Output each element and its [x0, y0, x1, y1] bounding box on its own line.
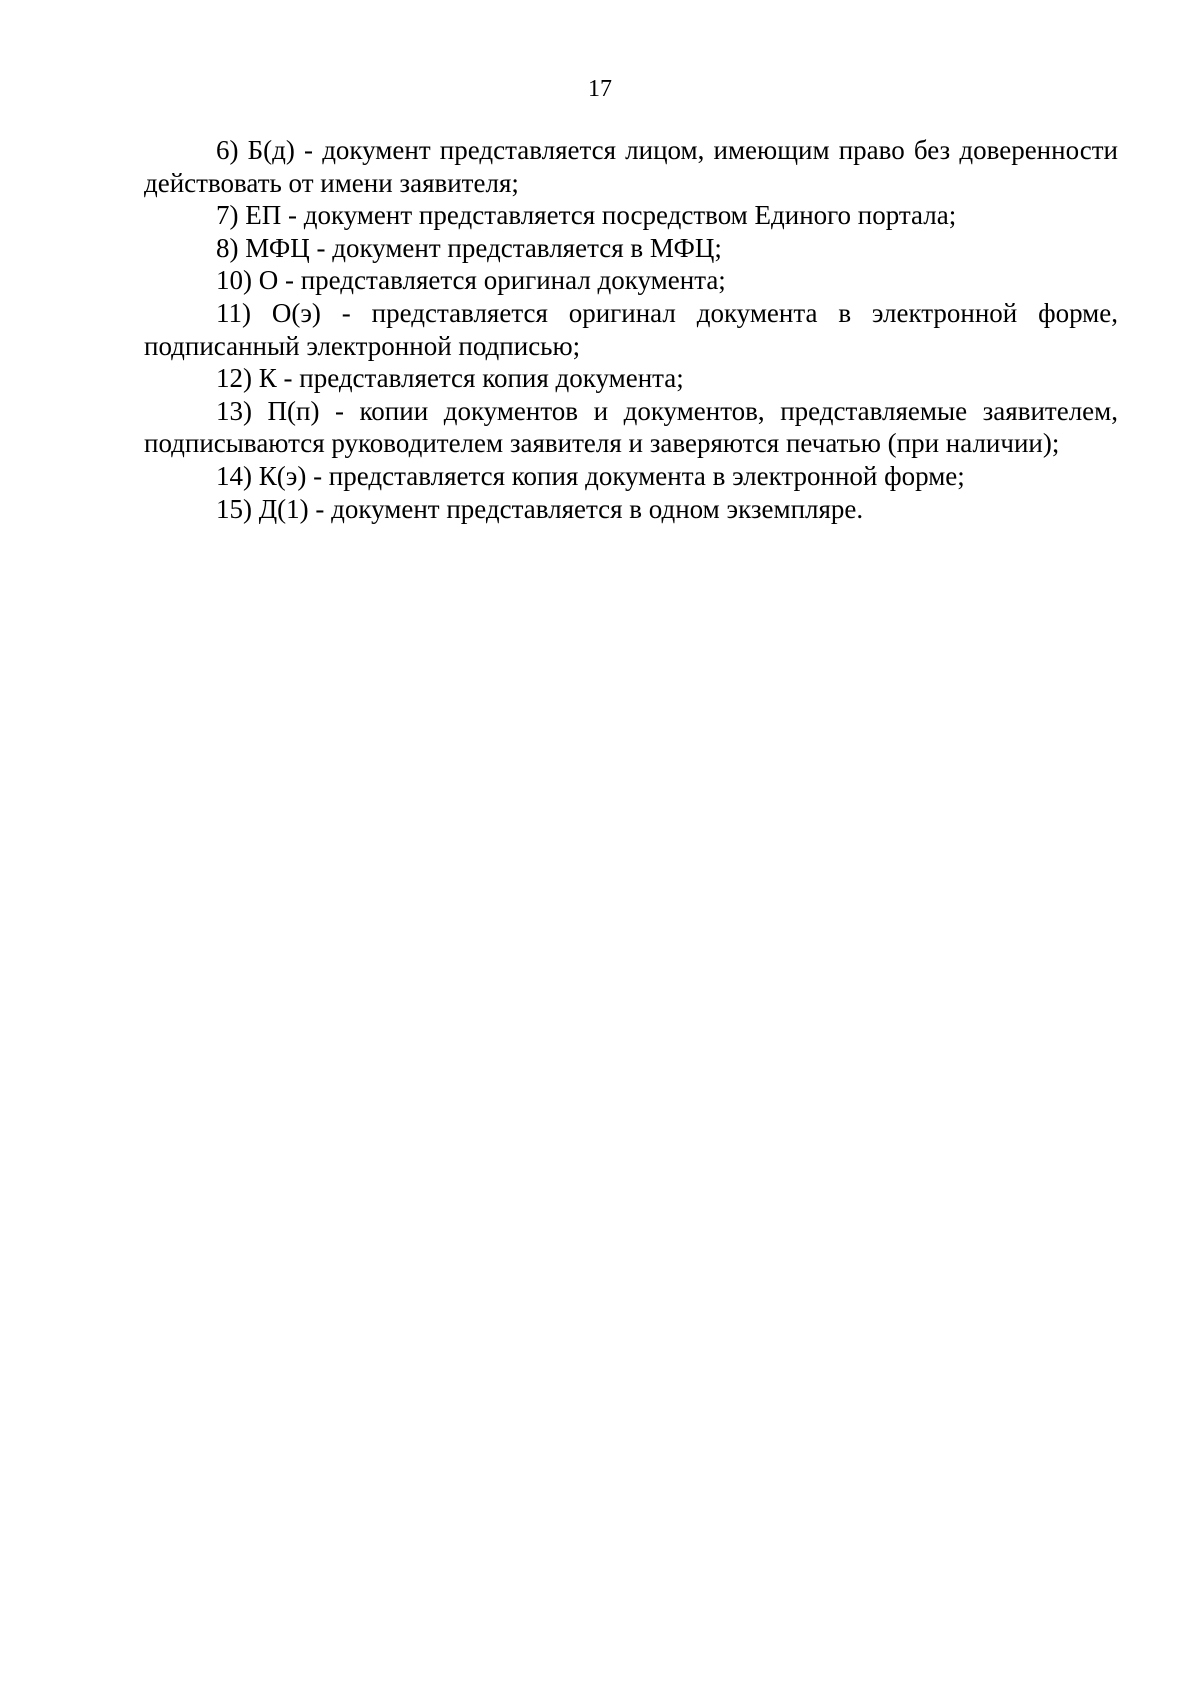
list-item-8: 8) МФЦ - документ представляется в МФЦ; — [216, 232, 722, 263]
list-item-13: 13) П(п) - копии документов и документов, представляемые заявителем, подписываются руководителем заявителя и заверяются печатью (при наличии); — [144, 395, 1118, 459]
list-item-14: 14) К(э) - представляется копия документа в электронной форме; — [216, 460, 965, 491]
list-item-10: 10) О - представляется оригинал документа; — [216, 265, 726, 296]
page-number: 17 — [588, 76, 612, 102]
list-item-6: 6) Б(д) - документ представляется лицом, имеющим право без доверенности действовать от имени заявителя; — [144, 135, 1118, 198]
list-item-12: 12) К - представляется копия документа; — [216, 363, 684, 394]
list-item-11: 11) О(э) - представляется оригинал документа в электронной форме, подписанный электронной подписью; — [144, 297, 1118, 361]
list-item-7: 7) ЕП - документ представляется посредством Единого портала; — [216, 200, 957, 231]
document-body — [144, 134, 1118, 525]
list-item-15: 15) Д(1) - документ представляется в одном экземпляре. — [216, 493, 864, 524]
